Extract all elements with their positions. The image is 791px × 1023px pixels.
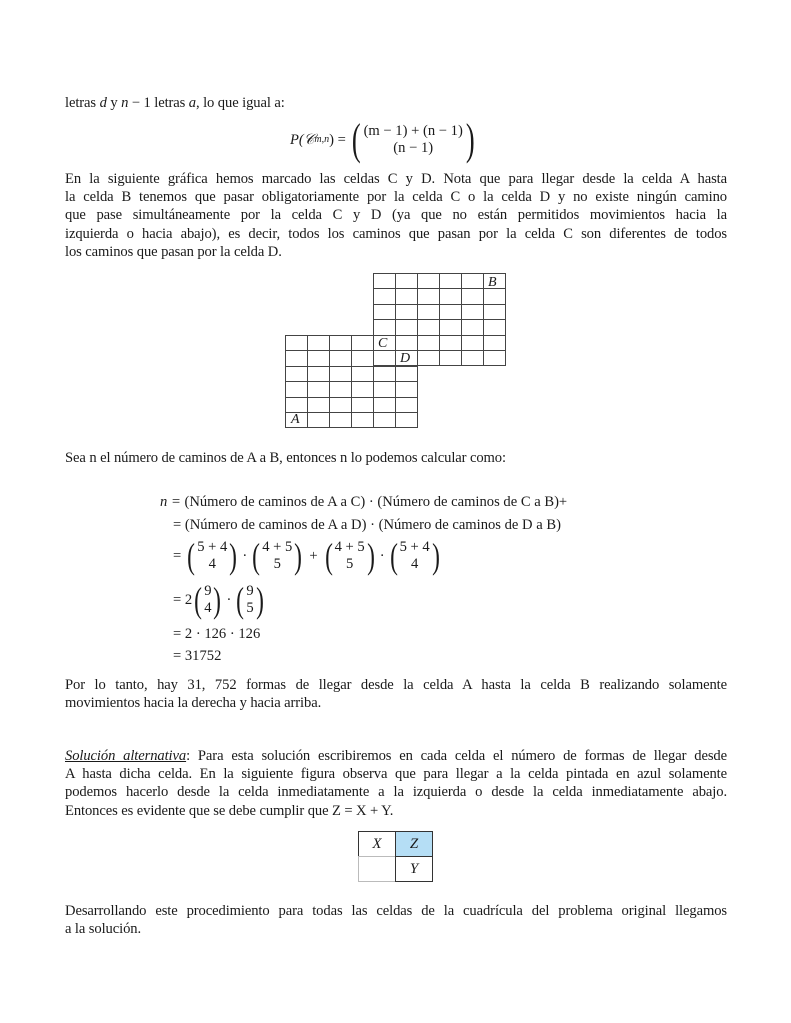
grid-cell [351, 335, 374, 351]
grid-cell [461, 319, 484, 335]
grid-cell [373, 412, 396, 428]
grid-cell [329, 412, 352, 428]
cell-label-B: B [488, 275, 497, 290]
grid-cell [351, 350, 374, 366]
var-a: a [188, 95, 196, 111]
operator: · [226, 592, 232, 608]
paragraph-line: a la solución. [65, 921, 142, 938]
var-n: n [121, 95, 129, 111]
grid-cell [483, 319, 506, 335]
grid-cell [373, 350, 396, 366]
cell-label-C: C [378, 336, 388, 351]
grid-cell [395, 335, 418, 351]
grid-cell [307, 397, 330, 413]
right-paren: ) [213, 580, 222, 620]
paragraph-line: los caminos que pasan por la celda D. [65, 243, 282, 260]
derivation-line-4 [173, 582, 266, 618]
paragraph-line: Desarrollando este procedimiento para todas las celdas de la cuadrícula del problema original llegamos [65, 903, 727, 919]
grid-cell [373, 366, 396, 382]
binom-top: 5 + 4 [399, 539, 430, 555]
grid-cell [329, 366, 352, 382]
intro-text: y [106, 95, 122, 111]
grid-cell [351, 366, 374, 382]
grid-cell [307, 366, 330, 382]
cell-Z-label: Z [409, 835, 419, 852]
cell-label-D: D [400, 351, 411, 366]
binom-bottom: 4 [411, 556, 419, 572]
paragraph-line [65, 747, 727, 765]
grid-cell [285, 335, 308, 351]
grid-cell [395, 412, 418, 428]
grid-cell [373, 381, 396, 397]
alt-solution-title: Solución alternativa [65, 748, 187, 764]
formula-lhs-close: ) = [329, 132, 346, 148]
grid-cell [483, 335, 506, 351]
derivation-line-2 [173, 516, 561, 534]
binom-row [173, 538, 442, 574]
grid-cell [395, 366, 418, 382]
grid-cell [307, 381, 330, 397]
binom-top: 5 + 4 [197, 539, 228, 555]
closing-paragraph [65, 902, 727, 938]
paragraph-line: Por lo tanto, hay 31, 752 formas de llegar desde la celda A hasta la celda B realizando solamente [65, 677, 727, 693]
cell-empty [358, 856, 396, 882]
binom-bottom: 4 [208, 556, 216, 572]
paragraph-line: Entonces es evidente que se debe cumplir que Z = X + Y. [65, 802, 394, 819]
var-d: d [99, 95, 107, 111]
binom-top: 9 [204, 583, 212, 599]
operator: + [309, 548, 318, 564]
formula-lhs-sub: m,n [314, 134, 330, 145]
grid-cell [417, 335, 440, 351]
derivation-result: = 31752 [173, 648, 222, 664]
formula-P-row [290, 115, 477, 164]
grid-cell [395, 288, 418, 304]
grid-cell [483, 288, 506, 304]
binom-stack [335, 539, 365, 573]
binom-bottom: 5 [346, 556, 354, 572]
paragraph-line: izquierda o hacia abajo), es decir, todos los caminos que pasan por la celda C son diferentes de todos [65, 225, 727, 242]
grid-cell [373, 397, 396, 413]
operator: · [379, 548, 385, 564]
right-paren: ) [366, 536, 375, 576]
binom-row [173, 582, 266, 618]
left-paren: ( [236, 580, 245, 620]
intro-text: letras [65, 95, 100, 111]
grid-cell [351, 381, 374, 397]
cell-Z-highlighted [395, 831, 433, 857]
right-paren: ) [255, 580, 264, 620]
binom-bottom: 5 [246, 600, 254, 616]
binom-top: 4 + 5 [262, 539, 293, 555]
grid-cell [439, 273, 462, 289]
cell-label-A: A [291, 412, 300, 427]
left-paren: ( [252, 536, 261, 576]
grid-cell [417, 288, 440, 304]
grid-cell [417, 304, 440, 320]
derivation-text: = (Número de caminos de A a D) · (Número de caminos de D a B) [173, 517, 561, 533]
grid-cell [307, 350, 330, 366]
paragraph-line: En la siguiente gráfica hemos marcado las celdas C y D. Nota que para llegar desde la celda A hasta [65, 171, 727, 187]
grid-cell [461, 350, 484, 366]
binom-stack [400, 539, 430, 573]
cell-X-label: X [372, 835, 382, 852]
alt-solution-paragraph [65, 747, 727, 820]
right-paren: ) [465, 115, 475, 164]
operator: · [242, 548, 248, 564]
derivation-text: = 2 · 126 · 126 [173, 626, 261, 642]
conclusion-paragraph [65, 676, 727, 712]
binom-stack [246, 583, 253, 617]
grid-cell [307, 335, 330, 351]
grid-cell [395, 397, 418, 413]
grid-cell [417, 319, 440, 335]
grid-cell [439, 350, 462, 366]
sea-n-line [65, 449, 727, 467]
binom-bottom: (n − 1) [393, 140, 434, 156]
intro-line [65, 94, 727, 112]
binom-stack [204, 583, 211, 617]
equals-two: = 2 [173, 592, 193, 608]
paragraph-cd [65, 170, 727, 261]
intro-text: − 1 letras [128, 95, 189, 111]
grid-cell [329, 397, 352, 413]
right-paren: ) [294, 536, 303, 576]
grid-cell [461, 273, 484, 289]
grid-cell [285, 350, 308, 366]
paragraph-line: que pase simultáneamente por la celda C y D (ya que no están permitidos movimientos hacia la [65, 207, 727, 224]
grid-cell [461, 304, 484, 320]
left-paren: ( [389, 536, 398, 576]
grid-cell [439, 288, 462, 304]
grid-cell [285, 381, 308, 397]
grid-cell [417, 273, 440, 289]
left-paren: ( [324, 536, 333, 576]
sea-n-text: Sea n el número de caminos de A a B, entonces n lo podemos calcular como: [65, 450, 506, 466]
grid-cell [461, 288, 484, 304]
binom-top: 9 [246, 583, 254, 599]
grid-cell [461, 335, 484, 351]
paragraph-line: movimientos hacia la derecha y hacia arriba. [65, 695, 322, 712]
alt-solution-text: : Para esta solución escribiremos en cada celda el número de formas de llegar desde [186, 748, 727, 764]
grid-cell [395, 273, 418, 289]
binom-bottom: 4 [204, 600, 212, 616]
left-paren: ( [194, 580, 203, 620]
grid-cell [329, 381, 352, 397]
paragraph-line: podemos hacerlo desde la celda inmediatamente a la izquierda o desde la celda inmediatamente abajo. [65, 784, 727, 801]
grid-cell [351, 397, 374, 413]
grid-cell [483, 350, 506, 366]
grid-cell [285, 366, 308, 382]
intro-text: , lo que igual a: [196, 95, 285, 111]
grid-cell [395, 319, 418, 335]
grid-cell [307, 412, 330, 428]
formula-lhs: P(𝒞 [290, 132, 315, 148]
binom-stack [364, 123, 463, 157]
grid-cell [373, 319, 396, 335]
binom-top: 4 + 5 [334, 539, 365, 555]
binom-bottom: 5 [273, 556, 281, 572]
grid-cell [483, 304, 506, 320]
grid-cell [351, 412, 374, 428]
formula-P [290, 115, 477, 164]
cell-X [358, 831, 396, 857]
grid-cell [285, 397, 308, 413]
grid-cell [439, 335, 462, 351]
grid-cell [439, 304, 462, 320]
grid-cell [329, 335, 352, 351]
derivation-line-3 [173, 538, 442, 574]
left-paren: ( [351, 115, 361, 164]
left-paren: ( [187, 536, 196, 576]
binom-top: (m − 1) + (n − 1) [363, 123, 463, 139]
derivation-lhs: n = [160, 494, 181, 510]
derivation-line-5 [173, 625, 260, 643]
right-paren: ) [431, 536, 440, 576]
grid-cell [373, 304, 396, 320]
derivation-text: (Número de caminos de A a C) · (Número de caminos de C a B)+ [184, 494, 568, 510]
grid-cell [373, 288, 396, 304]
grid-cell [373, 273, 396, 289]
binom-stack [197, 539, 227, 573]
derivation-line-1 [160, 493, 567, 511]
equals-sign: = [173, 548, 182, 564]
right-paren: ) [229, 536, 238, 576]
paragraph-line: la celda B tenemos que pasar obligatoriamente por la celda C o la celda D y no existe ningún camino [65, 189, 727, 206]
binom-stack [262, 539, 292, 573]
grid-cell [439, 319, 462, 335]
grid-cell [417, 350, 440, 366]
grid-cell [395, 381, 418, 397]
derivation-line-6 [173, 647, 221, 665]
grid-cell [395, 304, 418, 320]
paragraph-line: A hasta dicha celda. En la siguiente figura observa que para llegar a la celda pintada en azul solamente [65, 766, 727, 783]
cell-Y-label: Y [409, 860, 419, 877]
cell-Y [395, 856, 433, 882]
grid-cell [329, 350, 352, 366]
